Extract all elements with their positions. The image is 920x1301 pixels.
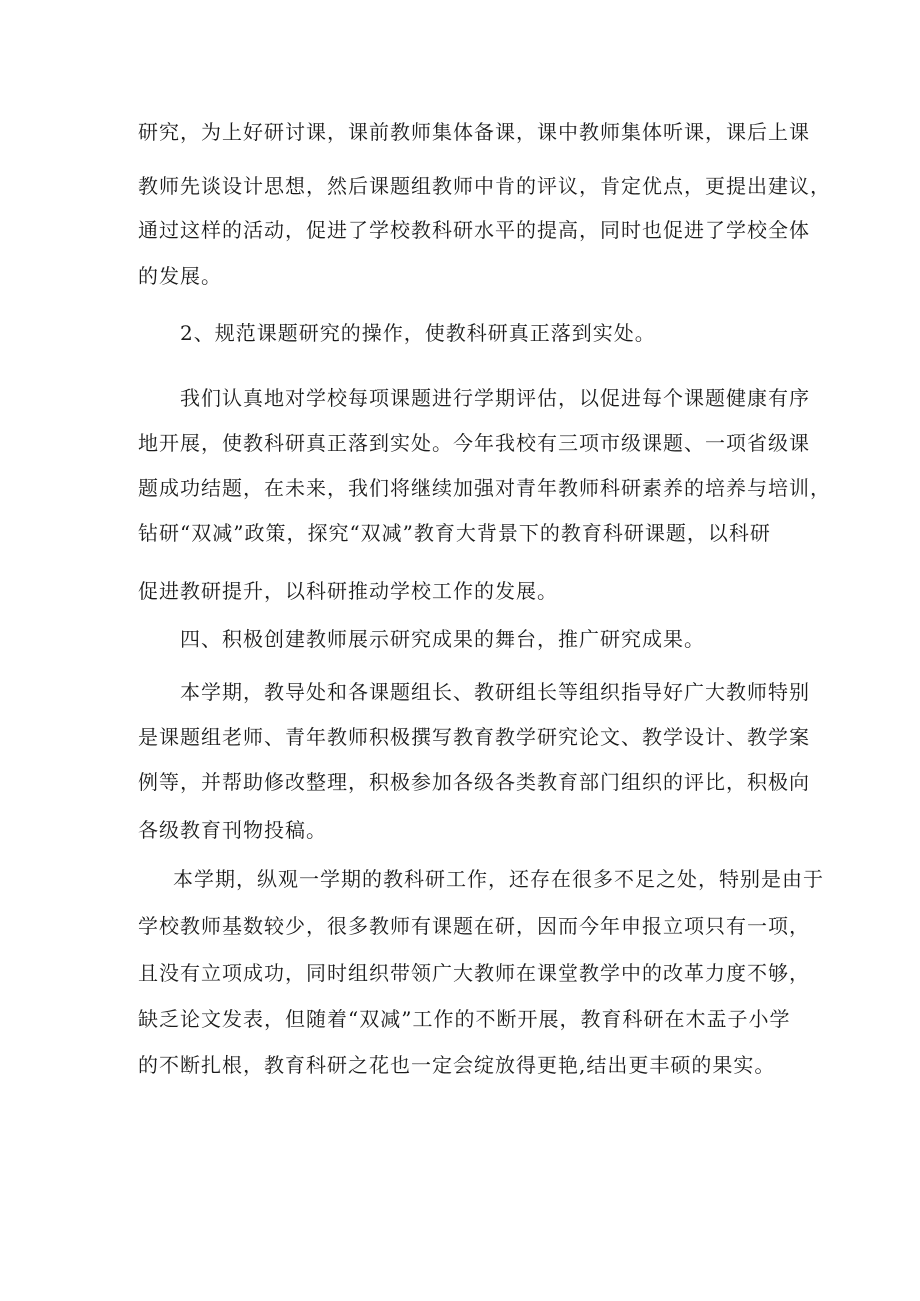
paragraph-line: 通过这样的活动，促进了学校教科研水平的提高，同时也促进了学校全体 [138, 218, 810, 242]
paragraph-line: 教师先谈设计思想，然后课题组教师中肯的评议，肯定优点，更提出建议， [138, 174, 831, 198]
paragraph-line: 学校教师基数较少，很多教师有课题在研，因而今年申报立项只有一项， [138, 914, 810, 938]
paragraph-line: 例等，并帮助修改整理，积极参加各级各类教育部门组织的评比，积极向 [138, 770, 810, 794]
paragraph-line: 本学期，教导处和各课题组长、教研组长等组织指导好广大教师特别 [180, 680, 810, 704]
paragraph-line: 研究，为上好研讨课，课前教师集体备课，课中教师集体听课，课后上课 [138, 120, 810, 144]
paragraph-line: 且没有立项成功，同时组织带领广大教师在课堂教学中的改革力度不够， [138, 961, 810, 985]
paragraph-line: 我们认真地对学校每项课题进行学期评估，以促进每个课题健康有序 [180, 386, 810, 410]
section-heading: 四、积极创建教师展示研究成果的舞台，推广研究成果。 [180, 627, 705, 651]
paragraph-line: 是课题组老师、青年教师积极撰写教育教学研究论文、教学设计、教学案 [138, 725, 810, 749]
paragraph-line: 各级教育刊物投稿。 [138, 818, 327, 842]
paragraph-line: 本学期，纵观一学期的教科研工作，还存在很多不足之处，特别是由于 [173, 867, 824, 891]
paragraph-line: 促进教研提升，以科研推动学校工作的发展。 [138, 579, 558, 603]
paragraph-line: 的发展。 [138, 264, 222, 288]
paragraph-line: 的不断扎根，教育科研之花也一定会绽放得更艳,结出更丰硕的果实。 [138, 1053, 776, 1077]
paragraph-line: 缺乏论文发表，但随着“双减”工作的不断开展，教育科研在木盂子小学 [138, 1007, 791, 1031]
paragraph-line: 题成功结题，在未来，我们将继续加强对青年教师科研素养的培养与培训， [138, 476, 831, 500]
section-heading: 2、规范课题研究的操作，使教科研真正落到实处。 [180, 321, 656, 345]
paragraph-line: 地开展，使教科研真正落到实处。今年我校有三项市级课题、一项省级课 [138, 431, 810, 455]
paragraph-line: 钻研“双减”政策，探究“双减”教育大背景下的教育科研课题，以科研 [138, 521, 771, 545]
